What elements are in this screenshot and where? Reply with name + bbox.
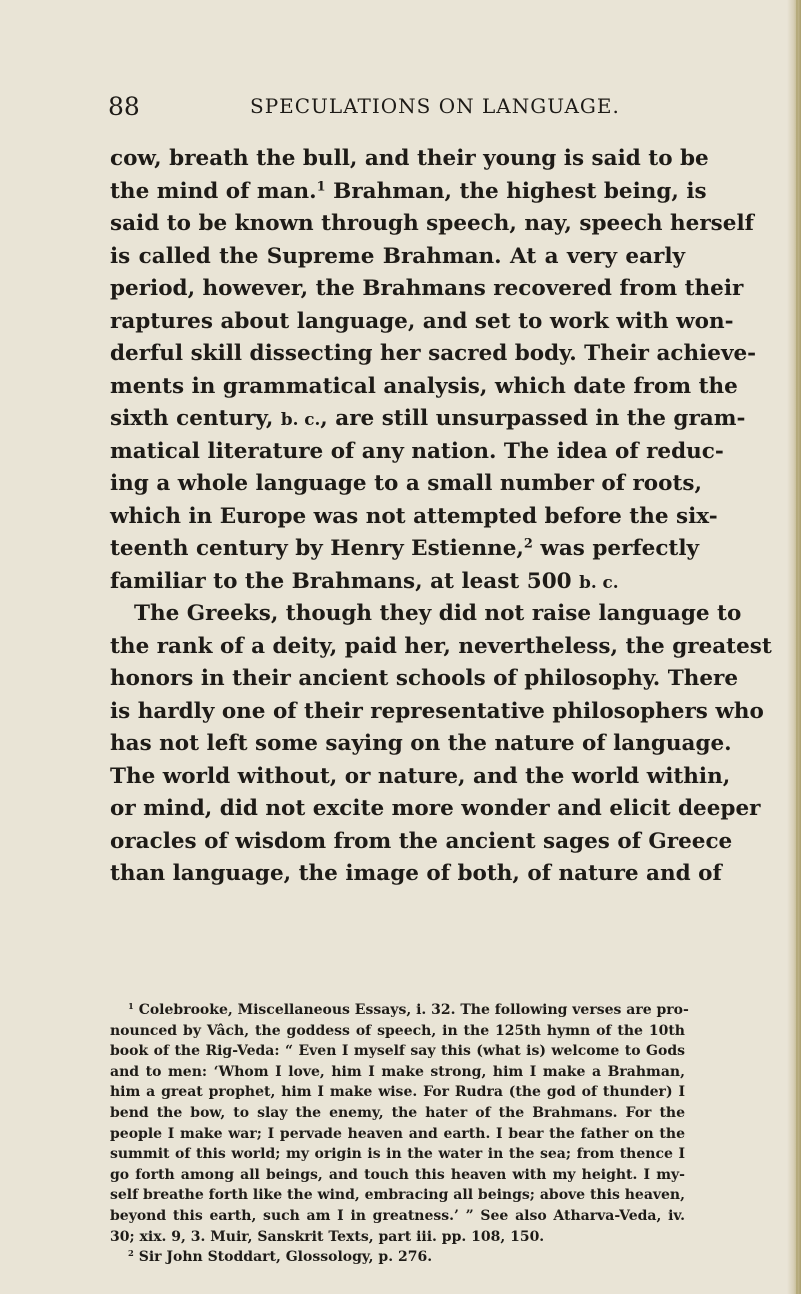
footnotes — [110, 1000, 689, 1268]
body-line-16: the rank of a deity, paid her, nevertheless, the greatest — [110, 633, 772, 659]
page-header — [0, 86, 801, 126]
body-line-17: honors in their ancient schools of philosophy. There — [110, 666, 739, 691]
body-line-6: raptures about language, and set to work with won- — [110, 308, 734, 334]
footnote-1-line-1 — [110, 1000, 689, 1021]
footnote-ref-2[interactable]: 2 — [523, 536, 533, 552]
footnote-1-line-4: and to men: ‘Whom I love, him I make strong, him I make a Brahman, — [110, 1063, 685, 1080]
body-line-9-end: , are still unsurpassed in the gram- — [320, 406, 746, 431]
body-line-20: The world without, or nature, and the world within, — [110, 763, 731, 789]
footnote-1-line-5: him a great prophet, him I make wise. For Rudra (the god of thunder) I — [110, 1084, 685, 1101]
footnote-1-line-2: nounced by Vâch, the goddess of speech, in the 125th hymn of the 10th — [110, 1022, 685, 1039]
page-edge-line — [796, 0, 798, 1294]
footnote-1-line-6: bend the bow, to slay the enemy, the hater of the Brahmans. For the — [110, 1104, 685, 1121]
page-edge-shadow — [787, 0, 801, 1294]
body-line-18: is hardly one of their representative philosophers who — [110, 698, 764, 724]
footnote-1-marker: 1 — [128, 1000, 134, 1011]
body-line-9-start: sixth century, — [110, 406, 281, 431]
footnote-1-line-8: summit of this world; my origin is in the water in the sea; from thence I — [110, 1146, 685, 1163]
body-line-22: oracles of wisdom from the ancient sages of Greece — [110, 828, 733, 854]
footnote-1-line-12: 30; xix. 9, 3. Muir, Sanskrit Texts, part iii. pp. 108, 150. — [110, 1228, 545, 1245]
body-line-15: The Greeks, though they did not raise language to — [134, 601, 742, 626]
footnote-1-line-7: people I make war; I pervade heaven and earth. I bear the father on the — [110, 1125, 685, 1142]
body-line-7: derful skill dissecting her sacred body. Their achieve- — [110, 341, 757, 366]
footnote-ref-1[interactable]: 1 — [316, 178, 326, 194]
footnote-1-line-3: book of the Rig-Veda: “ Even I myself say this (what is) welcome to Gods — [110, 1043, 685, 1060]
body-line-5: period, however, the Brahmans recovered from their — [110, 276, 744, 301]
date-abbrev-bc: b. c. — [280, 409, 321, 429]
body-line-21: or mind, did not excite more wonder and elicit deeper — [110, 796, 761, 821]
body-line-9 — [110, 403, 746, 436]
body-line-2-end: Brahman, the highest being, is — [325, 178, 707, 204]
body-line-3: said to be known through speech, nay, speech herself — [110, 211, 754, 236]
body-line-13-start: teenth century by Henry Estienne, — [110, 536, 524, 561]
body-text — [110, 143, 772, 891]
body-line-2-start: the mind of man. — [110, 178, 317, 204]
footnote-1-line-1-text: Colebrooke, Miscellaneous Essays, i. 32. The following verses are pro- — [133, 1002, 689, 1018]
body-line-14 — [110, 566, 685, 599]
body-line-1: cow, breath the bull, and their young is said to be — [110, 146, 709, 171]
body-line-13 — [110, 533, 700, 566]
body-line-10: matical literature of any nation. The idea of reduc- — [110, 438, 724, 464]
date-abbrev-bc-2: b. c. — [579, 571, 619, 592]
body-line-23: than language, the image of both, of nature and of — [110, 861, 722, 886]
running-head: SPECULATIONS ON LANGUAGE. — [250, 94, 620, 118]
body-line-14-start: familiar to the Brahmans, at least 500 — [110, 568, 580, 594]
footnote-2-marker: 2 — [128, 1248, 134, 1259]
body-line-11: ing a whole language to a small number of roots, — [110, 471, 702, 496]
footnote-2-text: Sir John Stoddart, Glossology, p. 276. — [133, 1249, 433, 1266]
footnote-1-line-9: go forth among all beings, and touch this heaven with my height. I my- — [110, 1166, 685, 1183]
body-line-4: is called the Supreme Brahman. At a very early — [110, 243, 685, 269]
footnote-1-line-11: beyond this earth, such am I in greatness.’ ” See also Atharva-Veda, iv. — [110, 1207, 685, 1224]
body-line-19: has not left some saying on the nature of language. — [110, 731, 732, 756]
body-line-12: which in Europe was not attempted before the six- — [110, 503, 718, 529]
body-line-8: ments in grammatical analysis, which date from the — [110, 373, 738, 399]
page-number: 88 — [108, 92, 140, 121]
footnote-2 — [110, 1247, 685, 1268]
footnote-1-line-10: self breathe forth like the wind, embracing all beings; above this heaven, — [110, 1187, 685, 1204]
body-line-2 — [110, 176, 707, 209]
body-line-13-end: was perfectly — [532, 536, 700, 561]
